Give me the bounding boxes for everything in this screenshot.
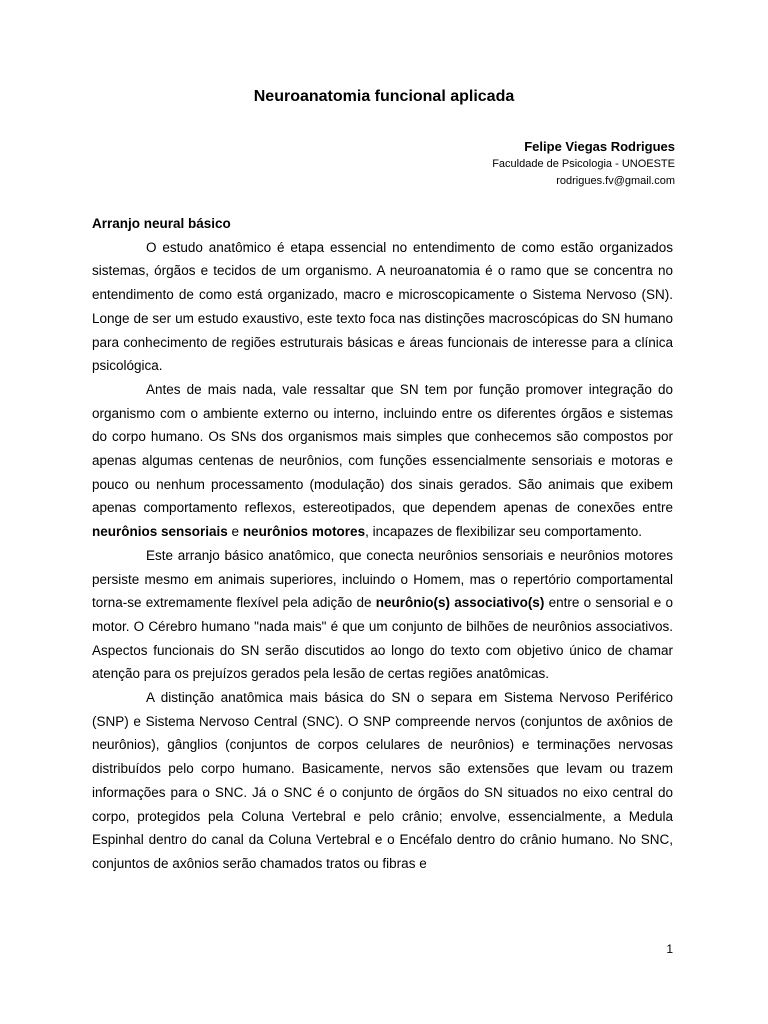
document-title: Neuroanatomia funcional aplicada bbox=[253, 88, 515, 105]
body-paragraph bbox=[92, 686, 673, 876]
paragraph-text: Este arranjo básico anatômico, que conecta neurônios sensoriais e neurônios motores persiste mesmo em animais superiores, incluindo o Homem, mas o repertório comportamental torna-se extremamente flexível pela adição de bbox=[92, 547, 673, 611]
body-paragraph bbox=[92, 236, 673, 378]
paragraphs-container bbox=[92, 236, 673, 876]
paragraph-text: entre o sensorial e o motor. O Cérebro humano "nada mais" é que um conjunto de bilhões de neurônios associativos. Aspectos funcionais do SN serão discutidos ao longo do texto com objetivo único de chamar atenção para os prejuízos gerados pela lesão de certas regiões anatômicas. bbox=[92, 595, 673, 682]
author-affiliation: Faculdade de Psicologia - UNOESTE bbox=[492, 158, 675, 170]
paragraph-text: Antes de mais nada, vale ressaltar que SN tem por função promover integração do organismo com o ambiente externo ou interno, incluindo entre os diferentes órgãos e sistemas do corpo humano. Os SNs dos organismos mais simples que conhecemos são compostos por apenas algumas centenas de neurônios, com funções essencialmente sensoriais e motoras e pouco ou nenhum processamento (modulação) dos sinais gerados. São animais que exibem apenas comportamento reflexos, estereotipados, que dependem apenas de conexões entre bbox=[92, 381, 673, 516]
body-paragraph bbox=[92, 544, 673, 686]
author-name: Felipe Viegas Rodrigues bbox=[524, 139, 675, 154]
bold-term: neurônios motores bbox=[242, 524, 366, 540]
author-block bbox=[492, 138, 675, 190]
paragraph-text: e bbox=[227, 524, 243, 540]
document-body bbox=[92, 212, 673, 876]
body-paragraph bbox=[92, 378, 673, 544]
bold-term: neurônios sensoriais bbox=[92, 524, 228, 540]
section-heading: Arranjo neural básico bbox=[92, 216, 231, 231]
paragraph-text: O estudo anatômico é etapa essencial no entendimento de como estão organizados sistemas, órgãos e tecidos de um organismo. A neuroanatomia é o ramo que se concentra no entendimento de como está organizado, macro e microscopicamente o Sistema Nervoso (SN). Longe de ser um estudo exaustivo, este texto foca nas distinções macroscópicas do SN humano para conhecimento de regiões estruturais básicas e áreas funcionais de interesse para a clínica psicológica. bbox=[92, 239, 673, 374]
paragraph-text: A distinção anatômica mais básica do SN o separa em Sistema Nervoso Periférico (SNP) e Sistema Nervoso Central (SNC). O SNP compreende nervos (conjuntos de axônios de neurônios), gânglios (conjuntos de corpos celulares de neurônios) e terminações nervosas distribuídos pelo corpo humano. Basicamente, nervos são extensões que levam ou trazem informações para o SNC. Já o SNC é o conjunto de órgãos do SN situados no eixo central do corpo, protegidos pela Coluna Vertebral e pelo crânio; envolve, essencialmente, a Medula Espinhal dentro do canal da Coluna Vertebral e o Encéfalo dentro do crânio humano. No SNC, conjuntos de axônios serão chamados tratos ou fibras e bbox=[92, 690, 673, 871]
page-number: 1 bbox=[666, 942, 673, 956]
author-email: rodrigues.fv@gmail.com bbox=[556, 175, 675, 187]
paragraph-text: , incapazes de flexibilizar seu comportamento. bbox=[365, 524, 642, 540]
bold-term: neurônio(s) associativo(s) bbox=[375, 595, 545, 611]
